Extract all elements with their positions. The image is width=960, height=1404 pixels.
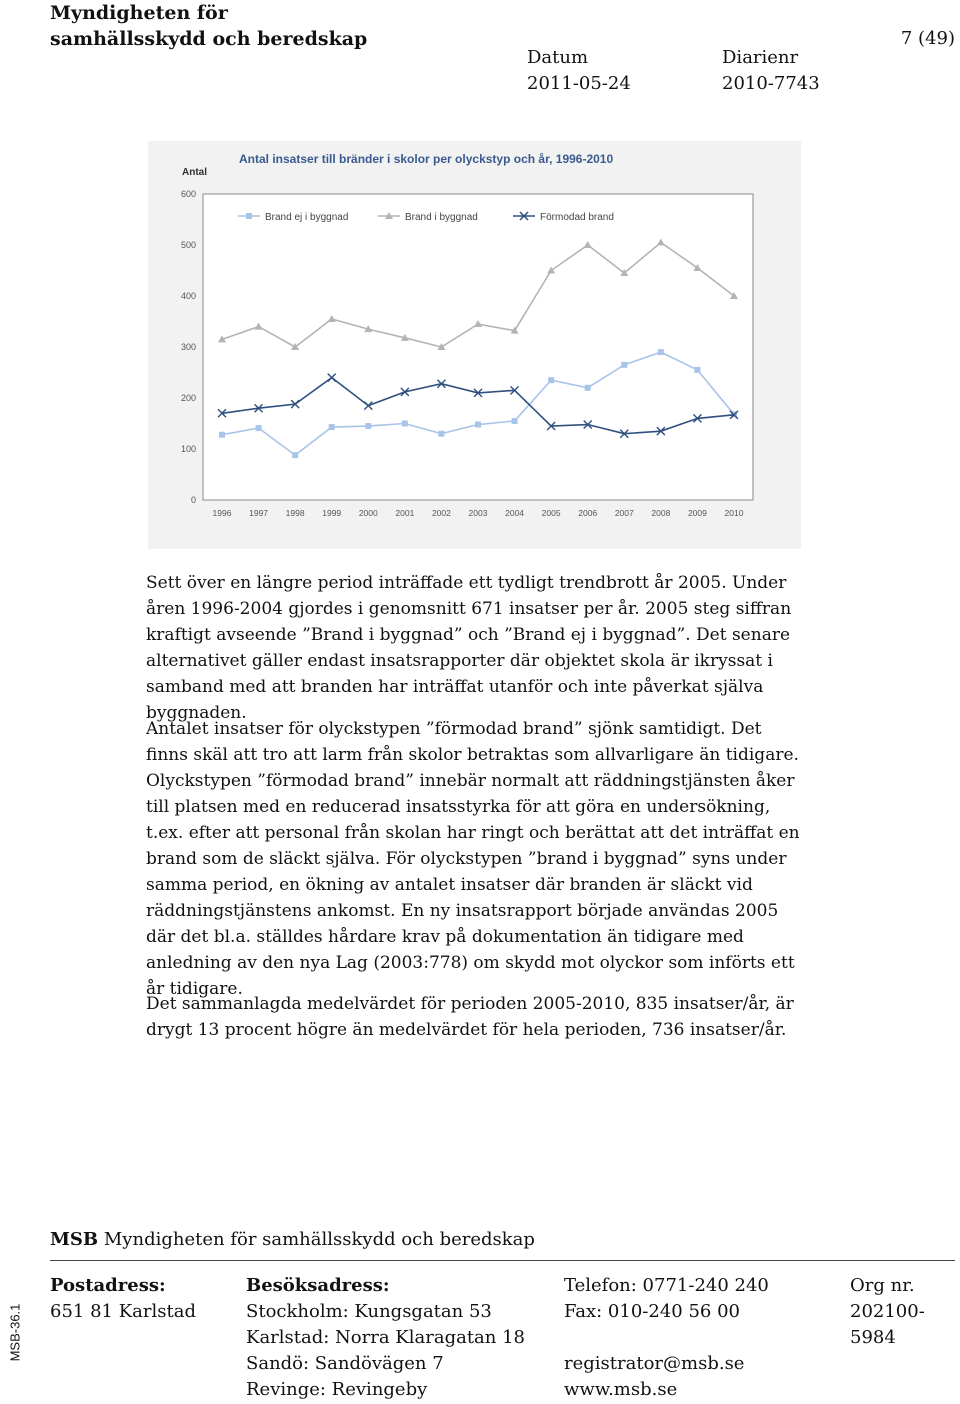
x-tick-label: 2008 [651, 508, 671, 518]
data-point [438, 431, 444, 437]
paragraph-average: Det sammanlagda medelvärdet för perioden 2005-2010, 835 insatser/år, är drygt 13 procent högre än medelvärdet för hela perioden, 736 insatser/år. [146, 994, 794, 1040]
legend-label: Förmodad brand [540, 212, 614, 223]
fax: Fax: 010-240 56 00 [564, 1301, 740, 1322]
postal-label: Postadress: [50, 1275, 166, 1296]
form-code: MSB-36.1 [7, 1303, 23, 1362]
orgnr-label: Org nr. [850, 1275, 915, 1296]
chart-title: Antal insatser till bränder i skolor per olyckstyp och år, 1996-2010 [239, 152, 614, 166]
x-axis-ticks [213, 508, 744, 518]
chart-legend [238, 212, 614, 223]
y-tick-label: 600 [180, 189, 196, 199]
x-tick-label: 2004 [505, 508, 525, 518]
data-point [658, 349, 664, 355]
y-tick-label: 200 [180, 393, 196, 403]
data-point [475, 422, 481, 428]
x-tick-label: 2010 [724, 508, 744, 518]
paragraph-suspected-fire: Antalet insatser för olyckstypen ”förmodad brand” sjönk samtidigt. Det finns skäl att tro att larm från skolor betraktas som allvarligare än tidigare. Olyckstypen ”förmodad brand” innebär normalt att räddningstjänsten åker till platsen med en reducerad insatsstyrka för att göra en undersökning, t.ex. efter att personal från skolan har ringt och berättat att det inträffat en brand som de släckt själva. För olyckstypen ”brand i byggnad” syns under samma period, en ökning av antalet insatser där branden är släckt vid räddningstjänstens ankomst. En ny insatsrapport började användas 2005 där det bl.a. ställdes hårdare krav på dokumentation än tidigare med anledning av den nya Lag (2003:778) om skydd mot olyckor som införts ett år tidigare. [146, 719, 800, 999]
x-tick-label: 2006 [578, 508, 598, 518]
email-link[interactable]: registrator@msb.se [564, 1353, 745, 1374]
line-chart [148, 141, 801, 549]
data-point [329, 424, 335, 430]
footer-org-name: Myndigheten för samhällsskydd och beredskap [103, 1229, 535, 1250]
visit-line: Sandö: Sandövägen 7 [246, 1353, 444, 1374]
footer-contact [564, 1273, 769, 1403]
orgnr-line2: 5984 [850, 1327, 896, 1348]
paragraph-trend: Sett över en längre period inträffade ett tydligt trendbrott år 2005. Under åren 1996-2004 gjordes i genomsnitt 671 insatser per år. 2005 steg siffran kraftigt avseende ”Brand i byggnad” och ”Brand ej i byggnad”. Det senare alternativet gäller endast insatsrapporter där objektet skola är ikryssat i samband med att branden har inträffat utanför och inte påverkat själva byggnaden. [146, 573, 792, 723]
x-tick-label: 2005 [541, 508, 561, 518]
y-axis-ticks [181, 189, 196, 505]
data-point [365, 423, 371, 429]
y-tick-label: 500 [180, 240, 196, 250]
x-tick-label: 1998 [285, 508, 305, 518]
header-org-line2: samhällsskydd och beredskap [50, 28, 368, 50]
date-label: Datum [527, 47, 589, 68]
legend-label: Brand i byggnad [405, 212, 478, 223]
visit-line: Karlstad: Norra Klaragatan 18 [246, 1327, 526, 1348]
date-block [527, 46, 631, 96]
x-tick-label: 2001 [395, 508, 415, 518]
x-tick-label: 2003 [468, 508, 488, 518]
x-tick-label: 1996 [212, 508, 232, 518]
data-point [585, 385, 591, 391]
legend-marker [246, 213, 252, 219]
registration-block [722, 46, 820, 96]
page-number: 7 (49) [900, 28, 955, 49]
x-tick-label: 2000 [358, 508, 378, 518]
footer-postal [50, 1273, 196, 1325]
y-tick-label: 400 [180, 291, 196, 301]
footer-orgnr [850, 1273, 925, 1351]
data-point [548, 377, 554, 383]
legend-label: Brand ej i byggnad [265, 212, 349, 223]
y-tick-label: 100 [180, 444, 196, 454]
x-tick-label: 2009 [687, 508, 707, 518]
x-tick-label: 2002 [431, 508, 451, 518]
x-tick-label: 2007 [614, 508, 634, 518]
registration-label: Diarienr [722, 47, 799, 68]
date-value: 2011-05-24 [527, 73, 631, 94]
x-tick-label: 1997 [249, 508, 269, 518]
header-organization [50, 0, 367, 52]
data-point [256, 425, 262, 431]
web-link[interactable]: www.msb.se [564, 1379, 678, 1400]
data-point [219, 432, 225, 438]
y-tick-label: 0 [190, 495, 196, 505]
orgnr-line1: 202100- [850, 1301, 925, 1322]
header-org-line1: Myndigheten för [50, 2, 228, 24]
footer-visit [246, 1273, 525, 1403]
footer-org-abbr: MSB [50, 1229, 99, 1250]
data-point [512, 418, 518, 424]
data-point [402, 421, 408, 427]
y-axis-label: Antal [182, 167, 207, 178]
visit-line: Revinge: Revingeby [246, 1379, 428, 1400]
registration-value: 2010-7743 [722, 73, 820, 94]
footer-divider [50, 1260, 955, 1261]
footer-organization [50, 1228, 535, 1252]
x-tick-label: 1999 [322, 508, 342, 518]
phone: Telefon: 0771-240 240 [564, 1275, 769, 1296]
data-point [292, 452, 298, 458]
y-tick-label: 300 [180, 342, 196, 352]
visit-line: Stockholm: Kungsgatan 53 [246, 1301, 492, 1322]
postal-value: 651 81 Karlstad [50, 1301, 196, 1322]
data-point [694, 367, 700, 373]
plot-area [203, 194, 753, 500]
chart-container [148, 141, 801, 549]
data-point [621, 362, 627, 368]
visit-label: Besöksadress: [246, 1275, 390, 1296]
